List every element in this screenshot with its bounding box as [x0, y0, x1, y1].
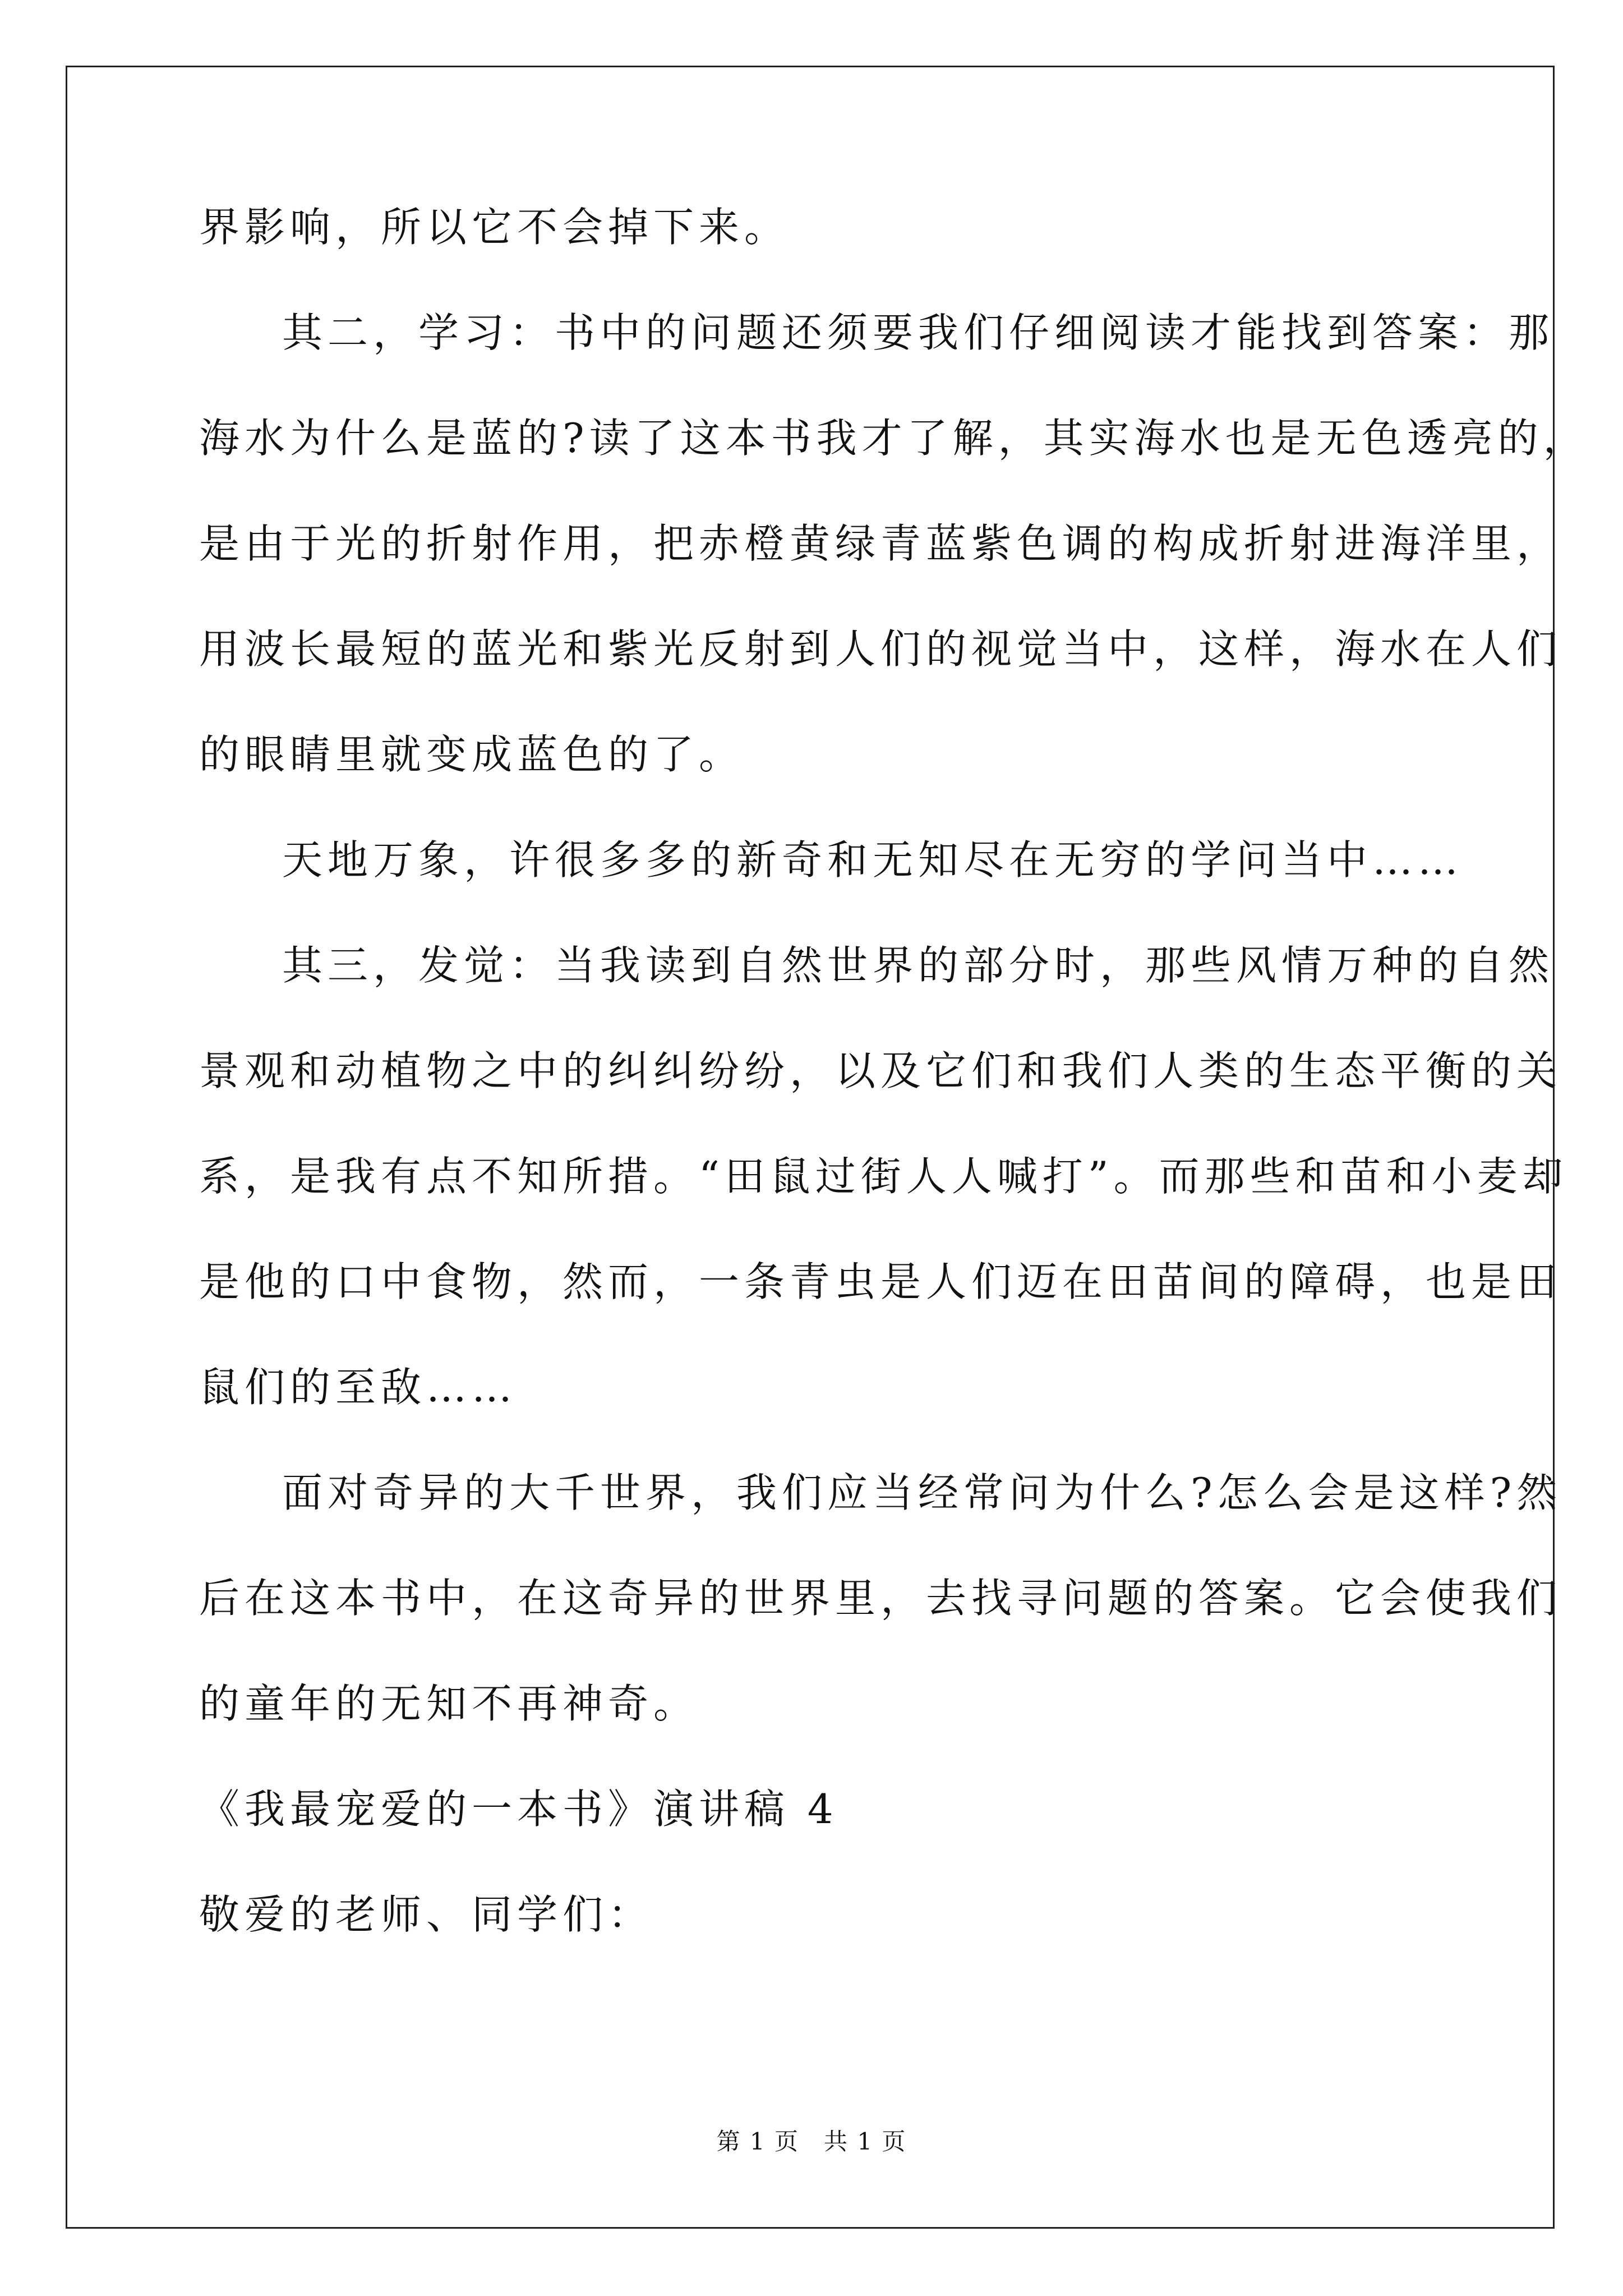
page-footer: 第 1 页 共 1 页 [716, 2128, 907, 2155]
paragraph-line: 系，是我有点不知所措。“田鼠过街人人喊打”。而那些和苗和小麦却 [199, 1153, 1568, 1200]
paragraph-line: 界影响，所以它不会掉下来。 [199, 204, 790, 251]
salutation: 敬爱的老师、同学们： [199, 1891, 654, 1938]
paragraph-line: 其二，学习：书中的问题还须要我们仔细阅读才能找到答案：那 [282, 309, 1555, 356]
paragraph-line: 景观和动植物之中的纠纠纷纷，以及它们和我们人类的生态平衡的关 [199, 1047, 1562, 1094]
paragraph-line: 用波长最短的蓝光和紫光反射到人们的视觉当中，这样，海水在人们 [199, 625, 1562, 673]
paragraph-line: 其三，发觉：当我读到自然世界的部分时，那些风情万种的自然 [282, 942, 1555, 989]
paragraph-line: 是由于光的折射作用，把赤橙黄绿青蓝紫色调的构成折射进海洋里， [199, 520, 1562, 567]
paragraph-line: 天地万象，许很多多的新奇和无知尽在无穷的学问当中…… [282, 836, 1464, 884]
paragraph-line: 是他的口中食物，然而，一条青虫是人们迈在田苗间的障碍，也是田 [199, 1258, 1562, 1305]
paragraph-line: 面对奇异的大千世界，我们应当经常问为什么?怎么会是这样?然 [282, 1469, 1562, 1516]
paragraph-line: 鼠们的至敌…… [199, 1364, 518, 1411]
paragraph-line: 后在这本书中，在这奇异的世界里，去找寻问题的答案。它会使我们 [199, 1575, 1562, 1622]
paragraph-line: 海水为什么是蓝的?读了这本书我才了解，其实海水也是无色透亮的， [199, 415, 1589, 462]
paragraph-line: 的童年的无知不再神奇。 [199, 1680, 699, 1727]
section-title: 《我最宠爱的一本书》演讲稿 4 [199, 1786, 838, 1833]
paragraph-line: 的眼睛里就变成蓝色的了。 [199, 731, 745, 778]
